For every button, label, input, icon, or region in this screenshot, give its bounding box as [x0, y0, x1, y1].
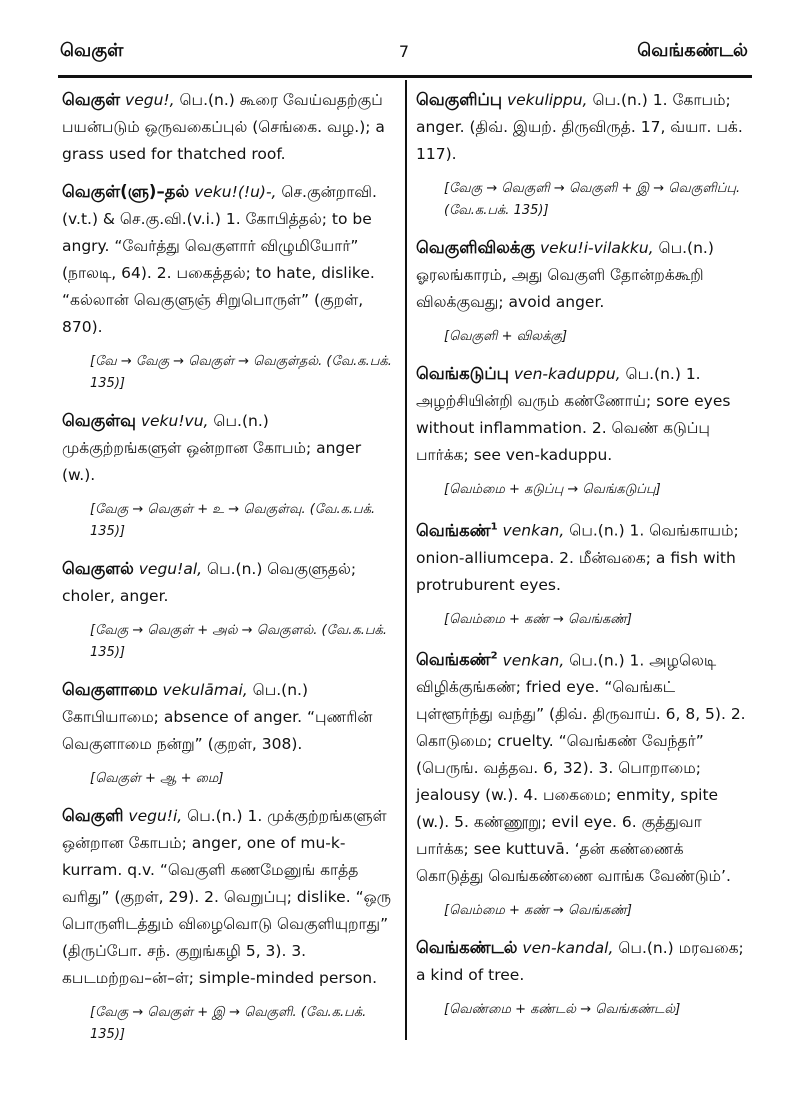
entry-transliteration: ven-kandal, — [522, 939, 614, 957]
homonym-number: 2 — [490, 650, 498, 662]
dictionary-entry — [416, 234, 750, 316]
entry-etymology: [வெம்மை + கடுப்பு → வெங்கடுப்பு] — [444, 482, 661, 497]
entry-etymology: [வெகுளி + விலக்கு] — [444, 329, 568, 344]
dictionary-entry — [62, 178, 392, 341]
dictionary-entry — [62, 802, 392, 992]
entry-etymology: [வே → வேகு → வெகுள் → வெகுள்தல். (வே.க.பக். 135)] — [90, 354, 392, 391]
entry-definition: பெ.(n.) ஓரலங்காரம், அது வெகுளி தோன்றக்கூறி விலக்குவது; avoid anger. — [416, 239, 714, 311]
entry-definition: பெ.(n.) 1. முக்குற்றங்களுள் ஒன்றான கோபம்; anger, one of mu-k-kurram. q.v. “வெகுளி கணமேனுங் காத்த வரிது” (குறள், 29). 2. வெறுப்பு; dislike. “ஒரு பொருளிடத்தும் விழைவொடு வெகுளியுறாது” (திருப்போ. சந். குறுங்கழி 5, 3). 3. கபடமற்றவ–ன்–ள்; simple-minded person. — [62, 807, 391, 987]
dictionary-entry — [62, 555, 392, 610]
entry-headword: வெகுள் — [62, 90, 121, 109]
entry-etymology: [வெண்மை + கண்டல் → வெங்கண்டல்] — [444, 1002, 681, 1017]
entry-headword — [416, 521, 498, 540]
entry-definition: பெ.(n.) 1. கோபம்; anger. (திவ். இயற். திருவிருத். 17, வ்யா. பக். 117). — [416, 91, 743, 163]
entry-headword: வெகுள்(ளு)–தல் — [62, 182, 190, 201]
dictionary-entry — [416, 934, 750, 989]
entry-transliteration: vegu!al, — [138, 560, 203, 578]
running-header — [60, 40, 748, 72]
column-divider — [405, 80, 407, 1040]
entry-headword: வெகுளிவிலக்கு — [416, 238, 536, 257]
entry-etymology: [வெகுள் + ஆ + மை] — [90, 771, 224, 786]
entry-transliteration: vegu!i, — [128, 807, 183, 825]
entry-definition: பெ.(n.) 1. வெங்காயம்; onion-alliumcepa. 2. மீன்வகை; a fish with protruburent eyes. — [416, 521, 739, 594]
entry-definition: பெ.(n.) முக்குற்றங்களுள் ஒன்றான கோபம்; anger (w.). — [62, 412, 362, 484]
dictionary-entry — [416, 513, 750, 599]
dictionary-entry — [416, 86, 750, 168]
entry-transliteration: veku!(!u)-, — [194, 183, 277, 201]
entry-definition: பெ.(n.) 1. அழற்சியின்றி வரும் கண்ணோய்; sore eyes without inflammation. 2. வெண் கடுப்பு பார்க்க; see ven-kaduppu. — [416, 365, 731, 464]
entry-definition: பெ.(n.) வெகுளுதல்; choler, anger. — [62, 560, 357, 605]
entry-transliteration: veku!vu, — [140, 412, 209, 430]
entry-etymology: [வேகு → வெகுளி → வெகுளி + இ → வெகுளிப்பு. (வே.க.பக். 135)] — [444, 181, 741, 218]
header-first-headword: வெகுள் — [60, 40, 124, 61]
entry-headword — [416, 650, 498, 669]
entry-headword: வெகுளல் — [62, 559, 134, 578]
entry-definition: பெ.(n.) மரவகை; a kind of tree. — [416, 939, 744, 984]
dictionary-entry — [416, 643, 750, 891]
dictionary-entry — [416, 360, 750, 469]
entry-transliteration: vekulippu, — [506, 91, 588, 109]
entry-etymology: [வெம்மை + கண் → வெங்கண்] — [444, 611, 632, 627]
entry-definition: பெ.(n.) 1. அழலெடி விழிக்குங்கண்; fried eye. “வெங்கட் புள்ளூர்ந்து வந்து” (திவ். திருவாய். 6, 8, 5). 2. கொடுமை; cruelty. “வெங்கண் வேந்தர்” (பெருங். வத்தவ. 6, 32). 3. பொறாமை; jealousy (w.). 4. பகைமை; enmity, spite (w.). 5. கண்ணூறு; evil eye. 6. குத்துவா பார்க்க; see kuttuvā. ‘தன் கண்ணைக் கொடுத்து வெங்கண்ணை வாங்க வேண்டும்’. — [416, 651, 746, 885]
dictionary-entry — [62, 676, 392, 758]
entry-definition-cont: பயன்படும் ஒருவகைப்புல் (செங்கை. வழ.); a grass used for thatched roof. — [62, 118, 385, 163]
entry-headword: வெங்கடுப்பு — [416, 364, 509, 383]
entry-etymology: [வெம்மை + கண் → வெங்கண்] — [444, 903, 632, 918]
entry-headword: வெகுளிப்பு — [416, 90, 502, 109]
entry-transliteration: veku!i-vilakku, — [539, 239, 654, 257]
entry-headword: வெகுளி — [62, 806, 124, 825]
header-last-headword: வெங்கண்டல் — [637, 40, 748, 61]
entry-definition: செ.குன்றாவி. (v.t.) & செ.கு.வி.(v.i.) 1. கோபித்தல்; to be angry. “வேர்த்து வெகுளார் விழுமியோர்” (நாலடி, 64). 2. பகைத்தல்; to hate, dislike. “கல்லான் வெகுளுஞ் சிறுபொருள்” (குறள், 870). — [62, 183, 377, 336]
homonym-number: 1 — [490, 521, 498, 532]
left-column — [62, 86, 392, 1058]
entry-transliteration: vekulāmai, — [162, 681, 248, 699]
entry-etymology: [வேகு → வெகுள் + உ → வெகுள்வு. (வே.க.பக். 135)] — [90, 502, 376, 539]
entry-transliteration: ven-kaduppu, — [513, 365, 621, 383]
right-column — [416, 86, 750, 1033]
page-number: 7 — [398, 42, 410, 61]
headword-text: வெங்கண் — [416, 650, 491, 669]
entry-definition: பெ.(n.) கோபியாமை; absence of anger. “புணரின் வெகுளாமை நன்று” (குறள், 308). — [62, 681, 373, 753]
dictionary-entry — [62, 407, 392, 489]
entry-headword: வெங்கண்டல் — [416, 938, 518, 957]
dictionary-entry — [62, 86, 392, 168]
entry-etymology: [வேகு → வெகுள் + அல் → வெகுளல். (வே.க.பக். 135)] — [90, 623, 387, 660]
header-rule — [58, 75, 752, 78]
entry-transliteration: venkan, — [502, 521, 565, 540]
entry-definition: பெ.(n.) கூரை வேய்வதற்குப் — [179, 91, 383, 109]
entry-etymology: [வேகு → வெகுள் + இ → வெகுளி. (வே.க.பக். 135)] — [90, 1005, 367, 1042]
entry-headword: வெகுள்வு — [62, 411, 136, 430]
entry-transliteration: venkan, — [502, 651, 565, 669]
entry-transliteration: vegu!, — [125, 91, 175, 109]
headword-text: வெங்கண் — [416, 520, 491, 540]
entry-headword: வெகுளாமை — [62, 680, 158, 699]
